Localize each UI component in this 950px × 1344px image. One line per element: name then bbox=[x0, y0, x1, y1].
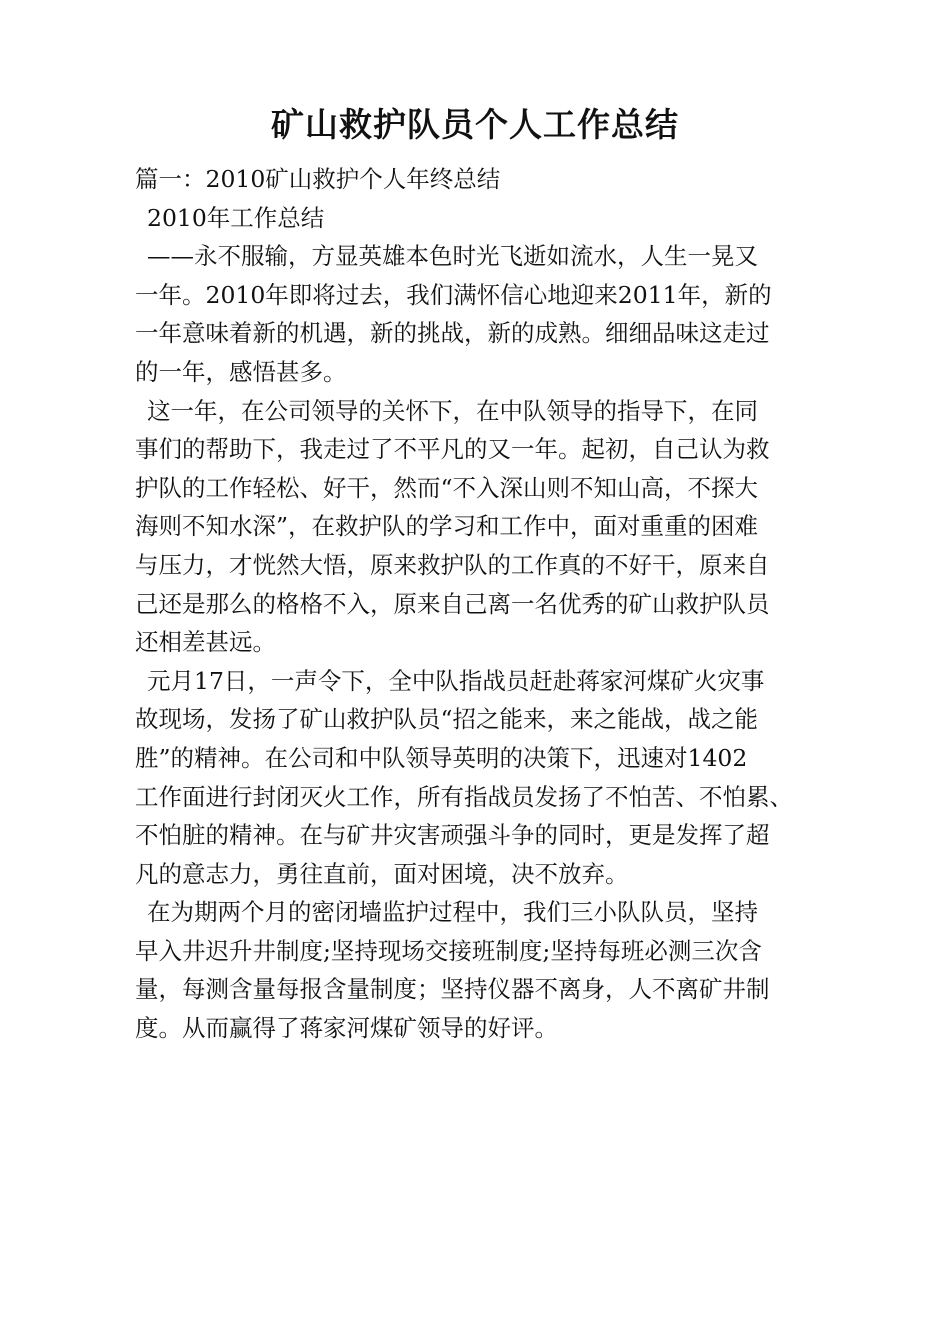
text-line: 胜”的精神。在公司和中队领导英明的决策下，迅速对1402 bbox=[135, 743, 748, 772]
text-line: 还相差甚远。 bbox=[135, 628, 276, 657]
text-line: 与压力，才恍然大悟，原来救护队的工作真的不好干，原来自 bbox=[135, 550, 770, 579]
text-line: 这一年，在公司领导的关怀下，在中队领导的指导下，在同 bbox=[147, 396, 758, 425]
text-line: 护队的工作轻松、好干，然而“不入深山则不知山高，不探大 bbox=[135, 473, 759, 502]
text-line: 元月17日，一声令下，全中队指战员赶赴蒋家河煤矿火灾事 bbox=[147, 666, 765, 695]
text-line: 一年。2010年即将过去，我们满怀信心地迎来2011年，新的 bbox=[135, 280, 772, 309]
document-body bbox=[135, 160, 835, 1048]
text-line: 凡的意志力，勇往直前，面对困境，决不放弃。 bbox=[135, 859, 629, 888]
section-heading: 篇一：2010矿山救护个人年终总结 bbox=[135, 165, 501, 193]
text-line: 工作面进行封闭灭火工作，所有指战员发扬了不怕苦、不怕累、 bbox=[135, 782, 793, 811]
text-line: 不怕脏的精神。在与矿井灾害顽强斗争的同时，更是发挥了超 bbox=[135, 821, 770, 850]
text-line: 故现场，发扬了矿山救护队员“招之能来，来之能战，战之能 bbox=[135, 705, 759, 734]
text-line: 事们的帮助下，我走过了不平凡的又一年。起初，自己认为救 bbox=[135, 435, 770, 464]
document-title: 矿山救护队员个人工作总结 bbox=[271, 105, 679, 144]
text-line: 度。从而赢得了蒋家河煤矿领导的好评。 bbox=[135, 1014, 558, 1043]
text-line: 量，每测含量每报含量制度；坚持仪器不离身，人不离矿井制 bbox=[135, 975, 770, 1004]
text-line: 海则不知水深”，在救护队的学习和工作中，面对重重的困难 bbox=[135, 512, 759, 541]
text-line: ——永不服输，方显英雄本色时光飞逝如流水，人生一晃又 bbox=[147, 242, 758, 271]
text-line: 早入井迟升井制度;坚持现场交接班制度;坚持每班必测三次含 bbox=[135, 936, 762, 965]
text-line: 的一年，感悟甚多。 bbox=[135, 357, 347, 386]
text-line: 在为期两个月的密闭墙监护过程中，我们三小队队员，坚持 bbox=[147, 898, 758, 927]
text-line: 2010年工作总结 bbox=[147, 203, 325, 232]
text-line: 一年意味着新的机遇，新的挑战，新的成熟。细细品味这走过 bbox=[135, 319, 770, 348]
text-line: 己还是那么的格格不入，原来自己离一名优秀的矿山救护队员 bbox=[135, 589, 770, 618]
